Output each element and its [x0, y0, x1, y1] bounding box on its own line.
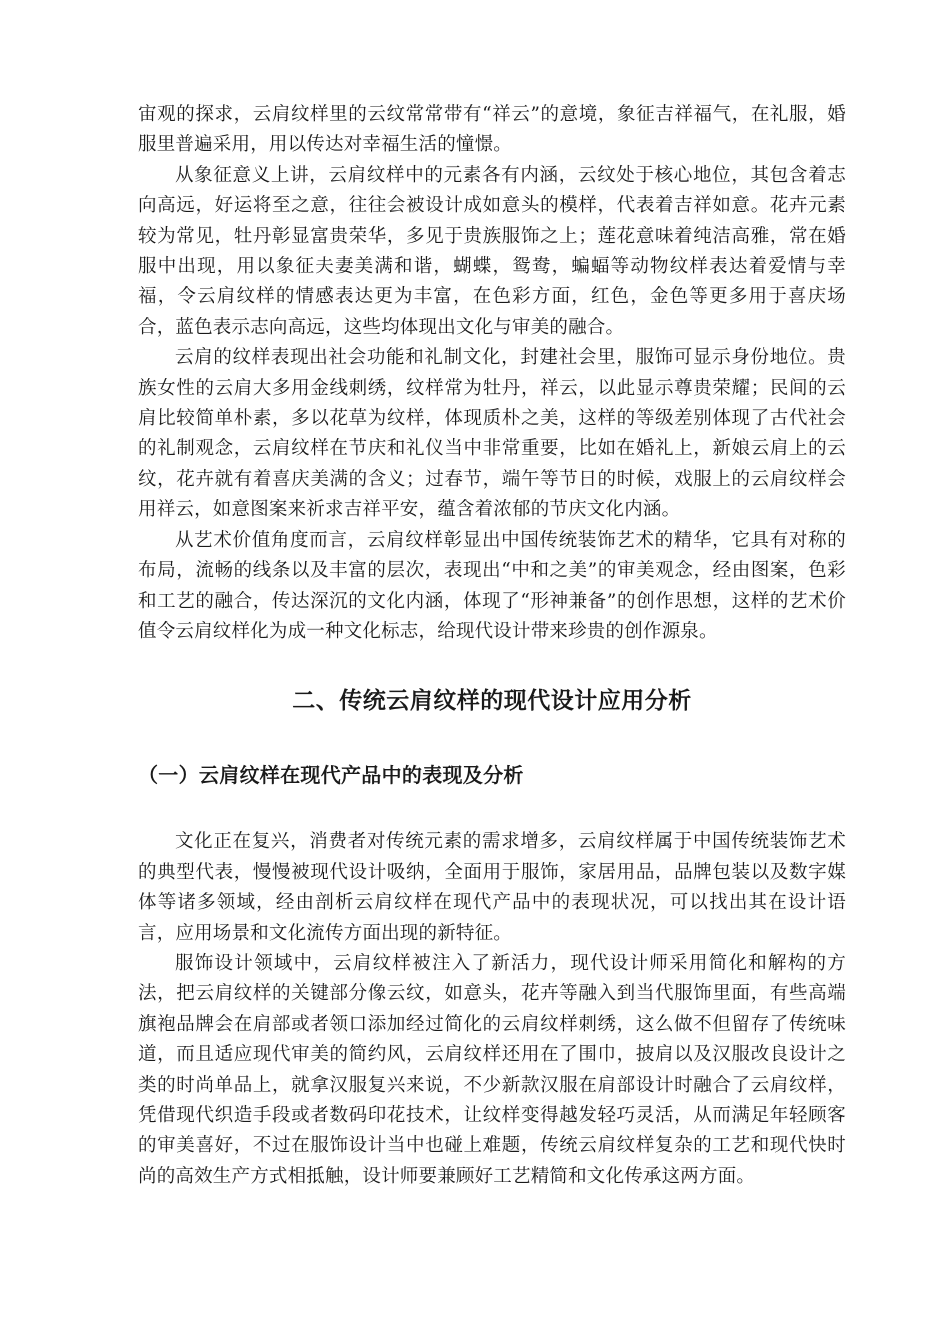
body-paragraph-symbolism: 从象征意义上讲，云肩纹样中的元素各有内涵，云纹处于核心地位，其包含着志向高远，好运将至之意，往往会被设计成如意头的模样，代表着吉祥如意。花卉元素较为常见，牡丹彰显富贵荣华，多见于贵族服饰之上；莲花意味着纯洁高雅，常在婚服中出现，用以象征夫妻美满和谐，蝴蝶，鸳鸯，蝙蝠等动物纹样表达着爱情与幸福，令云肩纹样的情感表达更为丰富，在色彩方面，红色，金色等更多用于喜庆场合，蓝色表示志向高远，这些均体现出文化与审美的融合。: [138, 164, 846, 338]
body-paragraph-continuation: 宙观的探求，云肩纹样里的云纹常常带有“祥云”的意境，象征吉祥福气，在礼服，婚服里普遍采用，用以传达对幸福生活的憧憬。: [138, 104, 846, 156]
body-paragraph-artistic-value: 从艺术价值角度而言，云肩纹样彰显出中国传统装饰艺术的精华，它具有对称的布局，流畅的线条以及丰富的层次，表现出“中和之美”的审美观念，经由图案，色彩和工艺的融合，传达深沉的文化内涵，体现了“形神兼备”的创作思想，这样的艺术价值令云肩纹样化为成一种文化标志，给现代设计带来珍贵的创作源泉。: [138, 529, 846, 642]
subsection-heading: （一）云肩纹样在现代产品中的表现及分析: [138, 763, 524, 788]
body-paragraph-fashion-design: 服饰设计领域中，云肩纹样被注入了新活力，现代设计师采用简化和解构的方法，把云肩纹样的关键部分像云纹，如意头，花卉等融入到当代服饰里面，有些高端旗袍品牌会在肩部或者领口添加经过简化的云肩纹样刺绣，这么做不但留存了传统味道，而且适应现代审美的简约风，云肩纹样还用在了围巾，披肩以及汉服改良设计之类的时尚单品上，就拿汉服复兴来说，不少新款汉服在肩部设计时融合了云肩纹样，凭借现代织造手段或者数码印花技术，让纹样变得越发轻巧灵活，从而满足年轻顾客的审美喜好，不过在服饰设计当中也碰上难题，传统云肩纹样复杂的工艺和现代快时尚的高效生产方式相抵触，设计师要兼顾好工艺精简和文化传承这两方面。: [138, 952, 846, 1187]
body-paragraph-cultural-revival: 文化正在复兴，消费者对传统元素的需求增多，云肩纹样属于中国传统装饰艺术的典型代表，慢慢被现代设计吸纳，全面用于服饰，家居用品，品牌包装以及数字媒体等诸多领域，经由剖析云肩纹样在现代产品中的表现状况，可以找出其在设计语言，应用场景和文化流传方面出现的新特征。: [138, 831, 846, 944]
document-page: [138, 100, 846, 1192]
section-heading: 二、传统云肩纹样的现代设计应用分析: [292, 688, 692, 715]
body-paragraph-social-function: 云肩的纹样表现出社会功能和礼制文化，封建社会里，服饰可显示身份地位。贵族女性的云肩大多用金线刺绣，纹样常为牡丹，祥云，以此显示尊贵荣耀；民间的云肩比较简单朴素，多以花草为纹样，体现质朴之美，这样的等级差别体现了古代社会的礼制观念，云肩纹样在节庆和礼仪当中非常重要，比如在婚礼上，新娘云肩上的云纹，花卉就有着喜庆美满的含义；过春节，端午等节日的时候，戏服上的云肩纹样会用祥云，如意图案来祈求吉祥平安，蕴含着浓郁的节庆文化内涵。: [138, 347, 846, 521]
